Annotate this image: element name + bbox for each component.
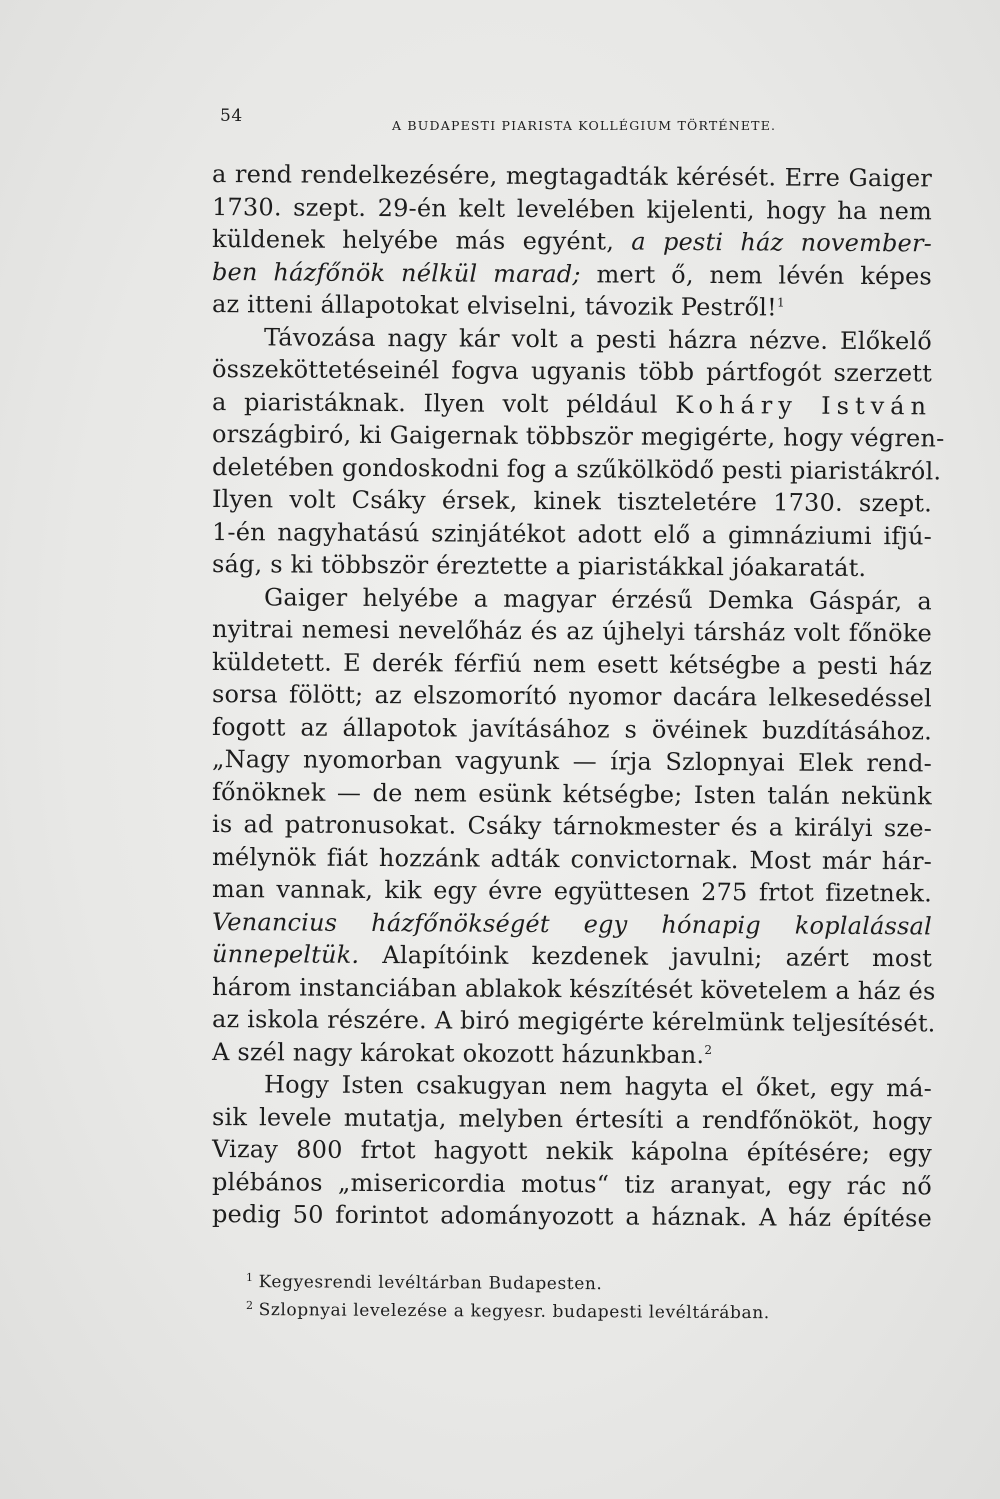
text-segment: Alapítóink kezdenek javulni; azért most (359, 940, 933, 973)
text-segment: fogott az állapotok javításához s övéinek buzdításához. (211, 712, 933, 745)
text-line (212, 776, 932, 813)
text-segment: három instanciában ablakok készítését követelem a ház és (211, 972, 936, 1005)
text-line (212, 1133, 932, 1170)
text-line (211, 971, 936, 1008)
text-line (212, 1166, 932, 1203)
text-segment: Venancius házfőnökségét egy hónapig koplalással (211, 907, 933, 940)
text-segment: man vannak, kik egy évre együttesen 275 frtot fizetnek. (211, 875, 933, 908)
text-line (212, 808, 932, 845)
text-line (212, 483, 932, 520)
text-line (212, 581, 932, 618)
text-segment: az itteni állapotokat elviselni, távozik Pestről! (211, 290, 778, 322)
text-line (212, 906, 932, 943)
footnote-mark: 2 (245, 1299, 254, 1313)
text-line (212, 256, 932, 293)
text-segment: is ad patronusokat. Csáky tárnokmester és a királyi sze- (211, 810, 933, 843)
text-segment: 1-én nagyhatású szinjátékot adott elő a gimnáziumi ifjú- (211, 517, 933, 550)
text-segment: pedig 50 forintot adományozott a háznak. A ház építése (211, 1200, 933, 1233)
text-segment: Koháry István (675, 390, 933, 420)
page-number: 54 (220, 106, 243, 126)
text-line (212, 711, 932, 748)
footnote-reference: 1 (776, 295, 785, 310)
text-segment: sorsa fölött; az elszomorító nyomor dacára lelkesedéssel (211, 680, 933, 713)
footnote-text: Kegyesrendi levéltárban Budapesten. (258, 1272, 603, 1295)
footnote-text: Szlopnyai levelezése a kegyesr. budapesti levéltárában. (258, 1300, 770, 1324)
text-segment: a pesti ház november- (631, 227, 933, 258)
text-segment: küldenek helyébe más egyént, (211, 225, 632, 256)
text-segment: főnöknek — de nem esünk kétségbe; Isten talán nekünk (211, 777, 933, 810)
text-segment: A szél nagy károkat okozott házunkban. (211, 1037, 705, 1069)
text-line (212, 938, 932, 975)
footnote (246, 1296, 866, 1328)
text-line (211, 451, 942, 488)
text-line (212, 516, 932, 553)
text-segment: Vizay 800 frtot hagyott nekik kápolna építésére; egy (211, 1135, 933, 1168)
text-segment: deletében gondoskodni fog a szűkölködő pesti piaristákról. (211, 452, 942, 485)
text-segment: mélynök fiát hozzánk adták convictornak. Most már hár- (211, 842, 933, 875)
footnote-mark: 1 (245, 1271, 254, 1285)
text-segment: mert ő, nem lévén képes (580, 259, 933, 290)
page-header (220, 102, 940, 132)
text-segment: összeköttetéseinél fogva ugyanis több pártfogót szerzett (211, 355, 933, 388)
text-line (212, 1198, 932, 1235)
text-line (212, 1036, 932, 1073)
text-segment: ság, s ki többször éreztette a piaristákkal jóakaratát. (211, 550, 867, 582)
text-line (212, 353, 932, 390)
footnotes (246, 1268, 866, 1324)
text-line (212, 646, 932, 683)
footnote-reference: 2 (704, 1042, 713, 1057)
text-segment: ünnepeltük. (211, 940, 360, 969)
text-line (212, 548, 932, 585)
text-line (212, 613, 932, 650)
text-segment: sik levele mutatja, melyben értesíti a rendfőnököt, hogy (211, 1102, 933, 1135)
text-segment: Hogy Isten csakugyan nem hagyta el őket, egy má- (263, 1070, 933, 1103)
text-segment: küldetett. E derék férfiú nem esett kétségbe a pesti ház (211, 647, 933, 680)
text-segment: Ilyen volt Csáky érsek, kinek tiszteletére 1730. szept. (211, 485, 933, 518)
text-segment: az iskola részére. A biró megigérte kérelmünk teljesítését. (211, 1005, 936, 1038)
text-line (212, 158, 932, 195)
text-segment: „Nagy nyomorban vagyunk — írja Szlopnyai Elek rend- (211, 745, 933, 778)
text-line (212, 873, 932, 910)
body-text (211, 158, 945, 1233)
text-line (212, 223, 932, 260)
text-line (212, 1068, 932, 1105)
text-line (212, 841, 932, 878)
text-segment: 1730. szept. 29-én kelt levelében kijelenti, hogy ha nem (211, 192, 933, 225)
text-line (211, 1003, 936, 1040)
text-segment: ben házfőnök nélkül marad; (211, 257, 581, 288)
text-line (212, 743, 932, 780)
text-line (212, 386, 932, 423)
text-segment: a rend rendelkezésére, megtagadták kérését. Erre Gaiger (211, 160, 933, 193)
text-line (212, 191, 932, 228)
text-segment: a piaristáknak. Ilyen volt például (211, 387, 676, 419)
text-segment: plébános „misericordia motus“ tiz aranyat, egy rác nő (211, 1167, 933, 1200)
text-segment: országbiró, ki Gaigernak többször megigérte, hogy végren- (211, 420, 945, 453)
text-segment: nyitrai nemesi nevelőház és az újhelyi társház volt főnöke (211, 615, 933, 648)
running-head: A BUDAPESTI PIARISTA KOLLÉGIUM TÖRTÉNETE. (392, 118, 777, 133)
text-segment: Távozása nagy kár volt a pesti házra nézve. Előkelő (263, 322, 933, 355)
footnote (246, 1268, 866, 1300)
text-line (212, 321, 932, 358)
text-segment: Gaiger helyébe a magyar érzésű Demka Gáspár, a (263, 582, 933, 615)
text-line (212, 288, 932, 325)
text-line (212, 1101, 932, 1138)
text-line (211, 418, 945, 455)
text-line (212, 678, 932, 715)
